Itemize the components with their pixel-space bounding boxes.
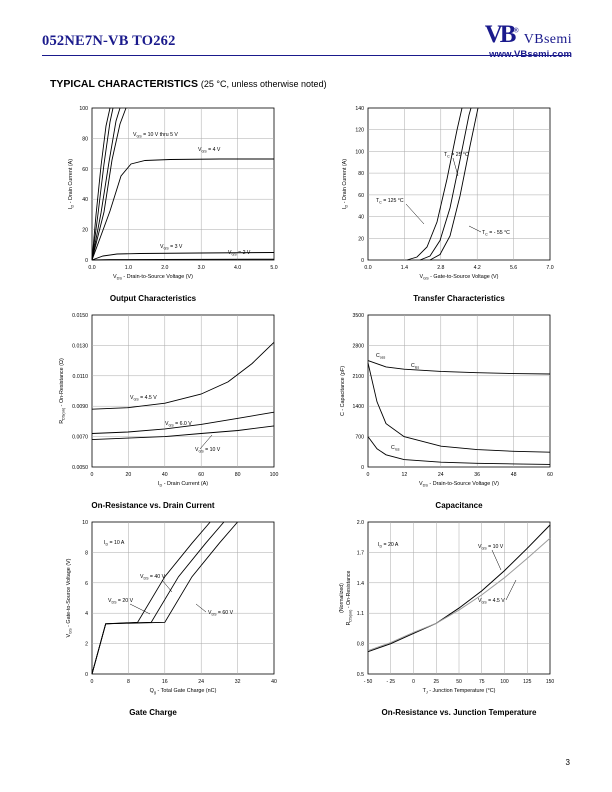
page-number: 3	[565, 758, 570, 767]
svg-text:40: 40	[161, 472, 168, 478]
svg-text:16: 16	[161, 679, 168, 685]
chart-caption-output-characteristics: Output Characteristics	[109, 294, 197, 303]
logo-mark	[485, 22, 519, 47]
chart-caption-on-resistance-vs-drain-current: On-Resistance vs. Drain Current	[91, 501, 215, 510]
chart-caption-capacitance: Capacitance	[435, 501, 483, 510]
svg-text:0.0150: 0.0150	[72, 313, 88, 319]
svg-text:0: 0	[412, 679, 415, 685]
chart-output-characteristics	[0, 96, 306, 303]
chart-row-2	[0, 303, 612, 510]
svg-text:ID - Drain Current (A): $I_D$ - Drain Current (A)	[342, 158, 349, 210]
svg-text:TJ - Junction Temperature (°C): $T_J$ - Junction Temperature (°C)	[422, 688, 496, 695]
svg-text:80: 80	[234, 472, 241, 478]
svg-text:2.0: 2.0	[356, 520, 364, 526]
svg-text:2800: 2800	[352, 343, 364, 350]
svg-text:ID = 20 A: $I_D = 20$ A	[378, 542, 399, 549]
svg-text:Ciss: $C_{iss}$	[411, 363, 420, 370]
svg-text:2: 2	[85, 641, 88, 648]
registered-trademark-icon: ®	[513, 26, 519, 35]
svg-text:VGS = 2 V: $V_{GS} = 2$ V	[228, 250, 251, 257]
svg-text:0: 0	[90, 679, 94, 685]
svg-text:7.0: 7.0	[546, 265, 554, 271]
svg-text:TC = 125 °C: $T_C = 125$ °C	[376, 198, 404, 205]
svg-text:100: 100	[269, 472, 279, 478]
svg-text:C - Capacitance (pF): C - Capacitance (pF)	[340, 365, 346, 417]
company-logo	[485, 22, 572, 60]
svg-text:VGS = 3 V: $V_{GS} = 3$ V	[160, 244, 183, 251]
chart-gate-charge-svg	[0, 510, 306, 700]
svg-text:100: 100	[355, 149, 364, 156]
svg-text:2.8: 2.8	[437, 265, 445, 271]
svg-text:40: 40	[82, 197, 88, 204]
chart-caption-gate-charge: Gate Charge	[129, 708, 177, 717]
svg-text:VGS - Gate-to-Source Voltage (: $V_{GS}$ - Gate-to-Source Voltage (V)	[66, 558, 73, 638]
svg-text:80: 80	[358, 171, 364, 178]
svg-text:VGS = 6.0 V: $V_{GS} = 6.0$ V	[165, 421, 192, 428]
svg-text:0.8: 0.8	[356, 641, 364, 648]
svg-text:3.0: 3.0	[197, 265, 205, 271]
svg-text:8: 8	[85, 550, 88, 557]
company-url[interactable]: www.VBsemi.com	[489, 49, 572, 60]
svg-text:- 50: - 50	[363, 679, 373, 685]
svg-text:40: 40	[271, 679, 277, 685]
svg-text:0: 0	[361, 258, 364, 264]
svg-text:12: 12	[401, 472, 408, 478]
svg-text:3500: 3500	[352, 313, 364, 319]
svg-text:1.4: 1.4	[400, 265, 409, 271]
section-title-condition: (25 °C, unless otherwise noted)	[200, 79, 327, 89]
svg-text:Crss: $C_{rss}$	[391, 445, 400, 452]
svg-text:125: 125	[523, 679, 532, 685]
svg-text:0.0: 0.0	[364, 265, 372, 271]
svg-text:4: 4	[85, 611, 88, 618]
svg-text:20: 20	[125, 472, 132, 478]
logo-mark-text: VB	[484, 21, 514, 48]
chart-on-resistance-vs-drain-current-svg	[0, 303, 306, 493]
page-header	[0, 0, 612, 70]
chart-row-3	[0, 510, 612, 717]
svg-text:ID = 10 A: $I_D = 10$ A	[104, 540, 125, 547]
svg-text:VDS = 20 V: $V_{DS} = 20$ V	[108, 598, 134, 605]
svg-text:1.7: 1.7	[356, 550, 364, 557]
svg-text:RDS(on) - On-Resistance: $R_{DS(on)}$ - On-Resistance	[346, 570, 353, 626]
svg-text:20: 20	[82, 227, 88, 234]
svg-text:RDS(on) - On-Resistance (Ω): $R_{DS(on)}$ - On-Resistance (Ω)	[59, 358, 66, 424]
svg-text:700: 700	[355, 434, 364, 441]
svg-text:1.0: 1.0	[124, 265, 133, 271]
svg-text:40: 40	[358, 214, 364, 221]
svg-text:0: 0	[366, 472, 370, 478]
svg-text:80: 80	[82, 136, 88, 143]
svg-text:5.0: 5.0	[270, 265, 278, 271]
svg-text:2.0: 2.0	[161, 265, 169, 271]
svg-text:VGS = 4 V: $V_{GS} = 4$ V	[198, 147, 221, 154]
svg-text:4.0: 4.0	[233, 265, 242, 271]
svg-text:VDS - Drain-to-Source Voltage: $V_{DS}$ - Drain-to-Source Voltage (V)	[113, 274, 193, 281]
svg-text:VGS = 10 V: $V_{GS} = 10$ V	[478, 544, 504, 551]
chart-capacitance	[306, 303, 612, 510]
chart-row-1	[0, 96, 612, 303]
logo-wordmark: VBsemi	[523, 31, 572, 47]
svg-text:36: 36	[474, 472, 481, 478]
svg-text:60: 60	[198, 472, 205, 478]
svg-text:140: 140	[355, 106, 364, 112]
chart-caption-transfer-characteristics: Transfer Characteristics	[413, 294, 505, 303]
chart-transfer-characteristics	[306, 96, 612, 303]
svg-text:4.2: 4.2	[473, 265, 481, 271]
chart-caption-on-resistance-vs-junction-temperature: On-Resistance vs. Junction Temperature	[381, 708, 537, 717]
svg-text:0.5: 0.5	[356, 672, 364, 678]
svg-text:0: 0	[90, 472, 94, 478]
svg-text:50: 50	[456, 679, 462, 685]
chart-output-characteristics-svg	[0, 96, 306, 286]
svg-text:1.4: 1.4	[356, 580, 364, 587]
svg-text:0.0050: 0.0050	[72, 465, 88, 471]
svg-text:VGS = 10 V thru 5 V: $V_{GS} = 10$ V thru 5 V	[133, 132, 178, 139]
svg-text:(Normalized): (Normalized)	[339, 583, 345, 613]
svg-text:VDS - Drain-to-Source Voltage: $V_{DS}$ - Drain-to-Source Voltage (V)	[419, 481, 499, 488]
svg-text:0: 0	[361, 465, 364, 471]
chart-on-resistance-vs-junction-temperature	[306, 510, 612, 717]
chart-on-resistance-vs-drain-current	[0, 303, 306, 510]
svg-text:10: 10	[82, 520, 88, 526]
svg-text:6: 6	[85, 580, 88, 587]
svg-text:VDS = 60 V: $V_{DS} = 60$ V	[208, 610, 234, 617]
svg-text:2100: 2100	[352, 373, 364, 380]
svg-text:60: 60	[358, 192, 364, 199]
svg-text:VGS = 4.5 V: $V_{GS} = 4.5$ V	[478, 598, 505, 605]
svg-text:100: 100	[79, 106, 88, 112]
svg-text:VGS = 4.5 V: $V_{GS} = 4.5$ V	[130, 395, 157, 402]
svg-text:60: 60	[547, 472, 553, 478]
svg-text:VDS = 40 V: $V_{DS} = 40$ V	[140, 574, 166, 581]
svg-text:32: 32	[234, 679, 241, 685]
svg-text:24: 24	[198, 679, 205, 685]
chart-capacitance-svg	[306, 303, 612, 493]
svg-text:TC = - 55 °C: $T_C$ = - 55 °C	[482, 230, 510, 237]
chart-on-resistance-vs-junction-temperature-svg	[306, 510, 612, 700]
svg-text:5.6: 5.6	[509, 265, 518, 271]
svg-text:75: 75	[478, 679, 485, 685]
svg-text:- 25: - 25	[386, 679, 396, 685]
chart-gate-charge	[0, 510, 306, 717]
svg-text:150: 150	[545, 679, 555, 685]
section-title-text: TYPICAL CHARACTERISTICS	[50, 78, 198, 90]
svg-text:8: 8	[126, 679, 130, 685]
section-title	[50, 78, 327, 90]
charts-container	[0, 96, 612, 717]
svg-text:Coss: $C_{oss}$	[376, 353, 386, 360]
svg-text:0.0130: 0.0130	[72, 343, 88, 350]
svg-text:ID - Drain Current (A): $I_D$ - Drain Current (A)	[68, 158, 75, 210]
svg-text:48: 48	[510, 472, 517, 478]
svg-text:1400: 1400	[352, 404, 364, 411]
svg-text:ID - Drain Current (A): $I_D$ - Drain Current (A)	[157, 481, 209, 488]
svg-text:0: 0	[85, 672, 88, 678]
svg-text:0.0070: 0.0070	[72, 434, 88, 441]
svg-text:60: 60	[82, 166, 88, 173]
svg-text:20: 20	[358, 236, 364, 243]
part-number: 052NE7N-VB TO262	[42, 33, 176, 49]
svg-text:1.1: 1.1	[356, 611, 364, 618]
svg-text:Qg - Total Gate Charge (nC): $Q_g$ - Total Gate Charge (nC)	[149, 688, 217, 695]
svg-text:VGS - Gate-to-Source Voltage (: $V_{GS}$ - Gate-to-Source Voltage (V)	[419, 274, 499, 281]
svg-text:24: 24	[437, 472, 444, 478]
svg-text:25: 25	[433, 679, 440, 685]
chart-transfer-characteristics-svg	[306, 96, 612, 286]
svg-text:VGS = 10 V: $V_{GS} = 10$ V	[195, 447, 221, 454]
svg-text:120: 120	[355, 127, 364, 134]
svg-text:0.0090: 0.0090	[72, 404, 88, 411]
svg-text:0.0110: 0.0110	[72, 373, 88, 380]
svg-text:0: 0	[85, 258, 88, 264]
svg-text:TC = 25 °C: $T_C = 25$ °C	[444, 152, 469, 159]
svg-text:100: 100	[500, 679, 509, 685]
svg-text:0.0: 0.0	[88, 265, 96, 271]
